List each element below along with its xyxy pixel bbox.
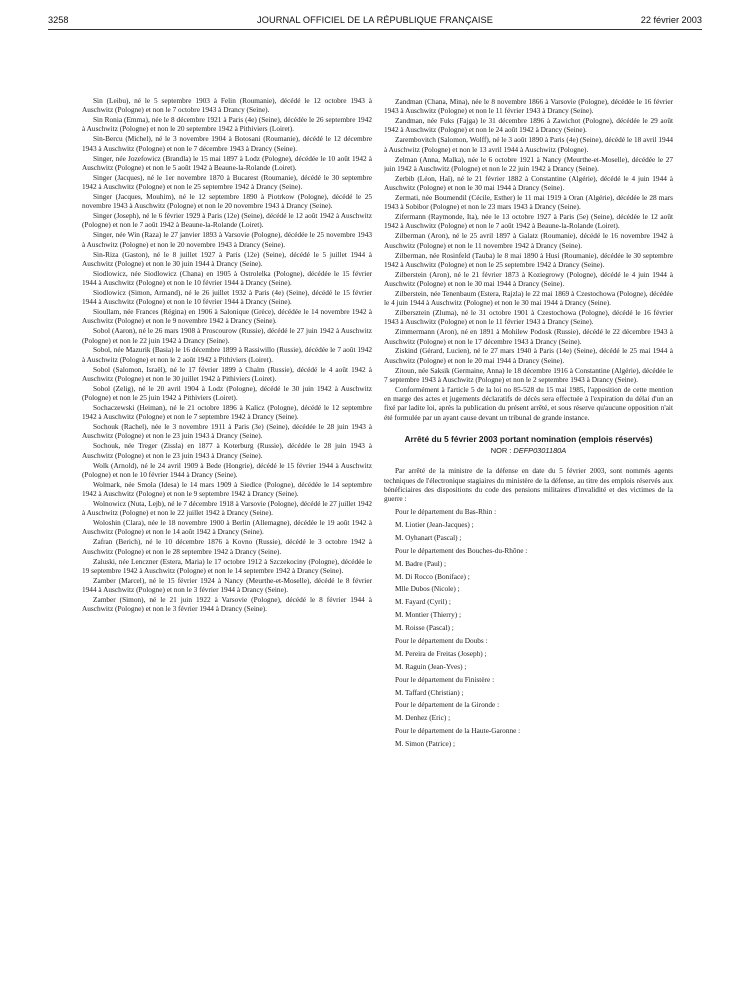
appointment-line: M. Pereira de Freitas (Joseph) ; xyxy=(395,648,487,658)
entry-paragraph: Zerbib (Léon, Haï), né le 21 février 1882 à Constantine (Algérie), décédé le 4 juin 1944 à Auschwitz (Pologne) et non le 30 mai 1944 à Drancy (Seine). xyxy=(384,173,673,192)
entry-paragraph: Zelman (Anna, Malka), née le 6 octobre 1921 à Nancy (Meurthe-et-Moselle), décédée le 27 juin 1942 à Auschwitz (Pologne) et non le 22 juin 1942 à Drancy (Seine). xyxy=(384,154,673,173)
entry-paragraph: Singer, née Jozefowicz (Brandla) le 15 mai 1897 à Lodz (Pologne), décédée le 10 août 1942 à Auschwitz (Pologne) et non le 5 août 1942 à Beaune-la-Rolande (Loiret). xyxy=(82,153,372,172)
appointment-line: Pour le département de la Gironde : xyxy=(395,700,500,710)
entry-paragraph: Wolk (Arnold), né le 24 avril 1909 à Bede (Hongrie), décédé le 15 février 1944 à Auschwitz (Pologne) et non le 10 février 1944 à Drancy (Seine). xyxy=(82,460,372,479)
entry-paragraph: Zilberstein (Aron), né le 21 février 1873 à Koziegrowy (Pologne), décédé le 4 juin 1944 à Auschwitz (Pologne) et non le 30 mai 1944 à Drancy (Seine). xyxy=(384,269,673,288)
entry-paragraph: Ziskind (Gérard, Lucien), né le 27 mars 1940 à Paris (14e) (Seine), décédé le 25 mai 1944 à Auschwitz (Pologne) et non le 20 mai 1944 à Drancy (Seine). xyxy=(384,346,673,365)
entry-paragraph: Zamber (Simon), né le 21 juin 1922 à Varsovie (Pologne), décédé le 8 février 1944 à Auschwitz (Pologne) et non le 3 février 1944 à Drancy (Seine). xyxy=(82,594,372,614)
appointment-line: M. Denhez (Eric) ; xyxy=(395,713,451,723)
appointment-line: M. Simon (Patrice) ; xyxy=(395,739,455,749)
appointment-line: Pour le département de la Haute-Garonne : xyxy=(395,726,521,736)
closing-paragraph: Conformément à l'article 5 de la loi no 85-528 du 15 mai 1985, l'apposition de cette mention en marge des actes et jugements déclaratifs de décès sera effectuée à l'expiration du délai d'un an fixé par ladite loi, après la publication du présent arrêté, et sous réserve qu'aucune opposition n'ait été formulée par un ayant cause devant un tribunal de grande instance. xyxy=(384,384,673,422)
entry-paragraph: Zilbersztein (Zluma), né le 31 octobre 1901 à Czestochowa (Pologne), décédé le 16 février 1943 à Auschwitz (Pologne) et non le 11 février 1943 à Drancy (Seine). xyxy=(384,308,673,327)
entry-paragraph: Zilberman (Aron), né le 25 avril 1897 à Galatz (Roumanie), décédé le 16 novembre 1942 à Auschwitz (Pologne) et non le 11 novembre 1942 à Drancy (Seine). xyxy=(384,231,673,250)
entry-paragraph: Siodlowicz (Simon, Armand), né le 26 juillet 1932 à Paris (4e) (Seine), décédé le 15 février 1944 à Auschwitz (Pologne) et non le 10 février 1944 à Drancy (Seine). xyxy=(82,287,372,307)
nor-code: DEFP0301180A xyxy=(513,446,567,456)
appointment-line: M. Taffard (Christian) ; xyxy=(395,687,464,697)
appointment-line: M. Oyhanart (Pascal) ; xyxy=(395,532,462,542)
entry-paragraph: Woloshin (Clara), née le 18 novembre 1900 à Berlin (Allemagne), décédée le 19 août 1942 à Auschwitz (Pologne) et non le 14 août 1942 à Drancy (Seine). xyxy=(82,518,372,537)
decree-title: Arrêté du 5 février 2003 portant nomination (emplois réservés) xyxy=(404,433,653,444)
appointment-line: M. Fayard (Cyril) ; xyxy=(395,597,451,607)
appointment-line: M. Raguin (Jean-Yves) ; xyxy=(395,661,467,671)
appointment-line: M. Montier (Thierry) ; xyxy=(395,610,462,620)
entry-paragraph: Sochouk, née Treger (Zissla) en 1877 à Koterburg (Russie), décédée le 28 juin 1943 à Auschwitz (Pologne) et non le 23 juin 1943 à Drancy (Seine). xyxy=(82,441,372,460)
appointment-line: Pour le département des Bouches-du-Rhône : xyxy=(395,545,528,555)
entry-paragraph: Sobol (Aaron), né le 26 mars 1908 à Proscourow (Russie), décédé le 27 juin 1942 à Auschwitz (Pologne) et non le 22 juin 1942 à Drancy (Seine). xyxy=(82,326,372,345)
decree-nor xyxy=(384,446,673,455)
left-column xyxy=(82,96,372,982)
entry-paragraph: Zamber (Marcel), né le 15 février 1924 à Nancy (Meurthe-et-Moselle), décédé le 8 février 1944 à Auschwitz (Pologne) et non le 3 février 1944 à Drancy (Seine). xyxy=(82,575,372,594)
entry-paragraph: Sobol (Salomon, Israël), né le 17 février 1899 à Chalm (Russie), décédé le 4 août 1942 à Auschwitz (Pologne) et non le 30 juillet 1942 à Pithiviers (Loiret). xyxy=(82,364,372,383)
header-divider xyxy=(48,29,702,30)
nor-label: NOR : xyxy=(490,446,512,456)
appointment-line: Pour le département du Finistère : xyxy=(395,674,495,684)
appointment-line: M. Roisse (Pascal) ; xyxy=(395,623,454,633)
entry-paragraph: Sin Ronia (Emma), née le 8 décembre 1921 à Paris (4e) (Seine), décédée le 26 septembre 1942 à Auschwitz (Pologne) et non le 20 septembre 1942 à Pithiviers (Loiret). xyxy=(82,115,372,134)
entry-paragraph: Sin-Bercu (Michel), né le 3 novembre 1904 à Botosani (Roumanie), décédé le 12 décembre 1943 à Auschwitz (Pologne) et non le 7 décembre 1943 à Drancy (Seine). xyxy=(82,134,372,153)
entry-paragraph: Zilberman, née Rosinfeld (Tauba) le 8 mai 1890 à Husi (Roumanie), décédée le 30 septembre 1942 à Auschwitz (Pologne) et non le 25 septembre 1942 à Drancy (Seine). xyxy=(384,250,673,269)
entry-paragraph: Siodlowicz, née Siodlowicz (Chana) en 1905 à Ostrolelka (Pologne), décédée le 15 février 1944 à Auschwitz (Pologne) et non le 10 février 1944 à Drancy (Seine). xyxy=(82,268,372,287)
appointment-list xyxy=(384,466,673,748)
appointment-line: Pour le département du Doubs : xyxy=(395,635,488,645)
entry-paragraph: Zaluski, née Lenczner (Estera, Maria) le 17 octobre 1912 à Szczekociny (Pologne), décédée le 19 septembre 1942 à Auschwitz (Pologne) et non le 14 septembre 1942 à Drancy (Seine). xyxy=(82,556,372,575)
entry-paragraph: Sochouk (Rachel), née le 3 novembre 1911 à Paris (3e) (Seine), décédée le 28 juin 1943 à Auschwitz (Pologne) et non le 23 juin 1943 à Drancy (Seine). xyxy=(82,422,372,441)
entry-paragraph: Sioullam, née Frances (Régina) en 1906 à Salonique (Grèce), décédée le 14 novembre 1942 à Auschwitz (Pologne) et non le 9 novembre 1942 à Drancy (Seine). xyxy=(82,307,372,326)
entry-paragraph: Zitoun, née Saksik (Germaine, Anna) le 18 décembre 1916 à Constantine (Algérie), décédée le 7 septembre 1943 à Auschwitz (Pologne) et non le 2 septembre 1943 à Drancy (Seine). xyxy=(384,365,673,384)
entry-paragraph: Sin-Riza (Gaston), né le 8 juillet 1927 à Paris (12e) (Seine), décédé le 5 juillet 1944 à Auschwitz (Pologne) et non le 30 juin 1944 à Drancy (Seine). xyxy=(82,249,372,268)
publication-date: 22 février 2003 xyxy=(640,15,702,25)
entry-paragraph: Sobol (Zelig), né le 20 avril 1904 à Lodz (Pologne), décédé le 30 juin 1942 à Auschwitz (Pologne) et non le 25 juin 1942 à Pithiviers (Loiret). xyxy=(82,383,372,403)
page-number: 3258 xyxy=(48,15,69,25)
entry-paragraph: Sochaczewski (Heiman), né le 21 octobre 1896 à Kalicz (Pologne), décédé le 12 septembre 1942 à Auschwitz (Pologne) et non le 7 septembre 1942 à Drancy (Seine). xyxy=(82,403,372,422)
entry-paragraph: Zimmermann (Aron), né en 1891 à Mohilew Podosk (Russie), décédé le 22 décembre 1943 à Auschwitz (Pologne) et non le 17 décembre 1943 à Drancy (Seine). xyxy=(384,327,673,346)
entry-paragraph: Sobol, née Mazurik (Basia) le 16 décembre 1899 à Rassiwillo (Russie), décédée le 7 août 1942 à Auschwitz (Pologne) et non le 2 août 1942 à Pithiviers (Loiret). xyxy=(82,345,372,364)
entry-paragraph: Zifermann (Raymonde, Ita), née le 13 octobre 1927 à Paris (5e) (Seine), décédée le 12 août 1942 à Auschwitz (Pologne) et non le 7 août 1942 à Beaune-la-Rolande (Loiret). xyxy=(384,212,673,231)
journal-title: JOURNAL OFFICIEL DE LA RÉPUBLIQUE FRANÇAISE xyxy=(257,15,493,25)
entry-paragraph: Zafran (Berich), né le 10 décembre 1876 à Kovno (Russie), décédé le 3 octobre 1942 à Auschwitz (Pologne) et non le 28 septembre 1942 à Drancy (Seine). xyxy=(82,537,372,556)
entry-paragraph: Wolnowicz (Nuta, Lejb), né le 7 décembre 1918 à Varsovie (Pologne), décédé le 27 juillet 1942 à Auschwitz (Pologne) et non le 22 juillet 1942 à Drancy (Seine). xyxy=(82,498,372,518)
appointment-line: M. Di Rocco (Boniface) ; xyxy=(395,571,470,581)
entry-paragraph: Singer, née Win (Raza) le 27 janvier 1893 à Varsovie (Pologne), décédée le 25 novembre 1943 à Auschwitz (Pologne) et non le 20 novembre 1943 à Drancy (Seine). xyxy=(82,230,372,249)
entry-paragraph: Singer (Jacques), né le 1er novembre 1870 à Bucarest (Roumanie), décédé le 30 septembre 1942 à Auschwitz (Pologne) et non le 25 septembre 1942 à Drancy (Seine). xyxy=(82,172,372,191)
appointment-line: Pour le département du Bas-Rhin : xyxy=(395,507,497,517)
entry-paragraph: Singer (Jacques, Mouhim), né le 12 septembre 1890 à Piotrkow (Pologne), décédé le 25 novembre 1943 à Auschwitz (Pologne) et non le 20 novembre 1943 à Drancy (Seine). xyxy=(82,191,372,211)
decree-section xyxy=(384,434,673,456)
entry-paragraph: Sin (Leibu), né le 5 septembre 1903 à Felin (Roumanie), décédé le 12 octobre 1943 à Auschwitz (Pologne) et non le 7 octobre 1943 à Drancy (Seine). xyxy=(82,96,372,115)
entry-paragraph: Zermati, née Boumendil (Cécile, Esther) le 11 mai 1919 à Oran (Algérie), décédée le 28 mars 1943 à Sobibor (Pologne) et non le 23 mars 1943 à Drancy (Seine). xyxy=(384,192,673,212)
appointment-line: Mlle Dubos (Nicole) ; xyxy=(395,584,460,594)
entry-paragraph: Singer (Joseph), né le 6 février 1929 à Paris (12e) (Seine), décédé le 12 août 1942 à Auschwitz (Pologne) et non le 7 août 1942 à Beaune-la-Rolande (Loiret). xyxy=(82,211,372,230)
appointment-line: M. Badre (Paul) ; xyxy=(395,558,447,568)
entry-paragraph: Wolmark, née Smola (Idesa) le 14 mars 1909 à Siedlce (Pologne), décédée le 14 septembre 1942 à Auschwitz (Pologne) et non le 9 septembre 1942 à Drancy (Seine). xyxy=(82,479,372,498)
entry-paragraph: Zandman, née Fuks (Fajga) le 31 décembre 1896 à Zawichot (Pologne), décédée le 29 août 1942 à Auschwitz (Pologne) et non le 24 août 1942 à Drancy (Seine). xyxy=(384,116,673,135)
decree-intro: Par arrêté de la ministre de la défense en date du 5 février 2003, sont nommés agents techniques de l'électronique stagiaires du ministère de la défense, au titre des emplois réservés aux bénéficiaires des dispositions du code des pensions militaires d'invalidité et des victimes de la guerre : xyxy=(384,466,673,504)
entry-paragraph: Zandman (Chana, Mina), née le 8 novembre 1866 à Varsovie (Pologne), décédée le 16 février 1943 à Auschwitz (Pologne) et non le 11 février 1943 à Drancy (Seine). xyxy=(384,97,673,116)
entry-paragraph: Zilberstein, née Tenenbaum (Estera, Rajzla) le 22 mai 1869 à Czestochowa (Pologne), décédée le 4 juin 1944 à Auschwitz (Pologne) et non le 30 mai 1944 à Drancy (Seine). xyxy=(384,288,673,308)
entry-paragraph: Zarembovitch (Salomon, Wolff), né le 3 août 1890 à Paris (4e) (Seine), décédé le 18 avril 1944 à Auschwitz (Pologne) et non le 13 avril 1944 à Auschwitz (Pologne). xyxy=(384,135,673,154)
appointment-line: M. Liotier (Jean-Jacques) ; xyxy=(395,519,474,529)
right-column xyxy=(384,97,673,982)
